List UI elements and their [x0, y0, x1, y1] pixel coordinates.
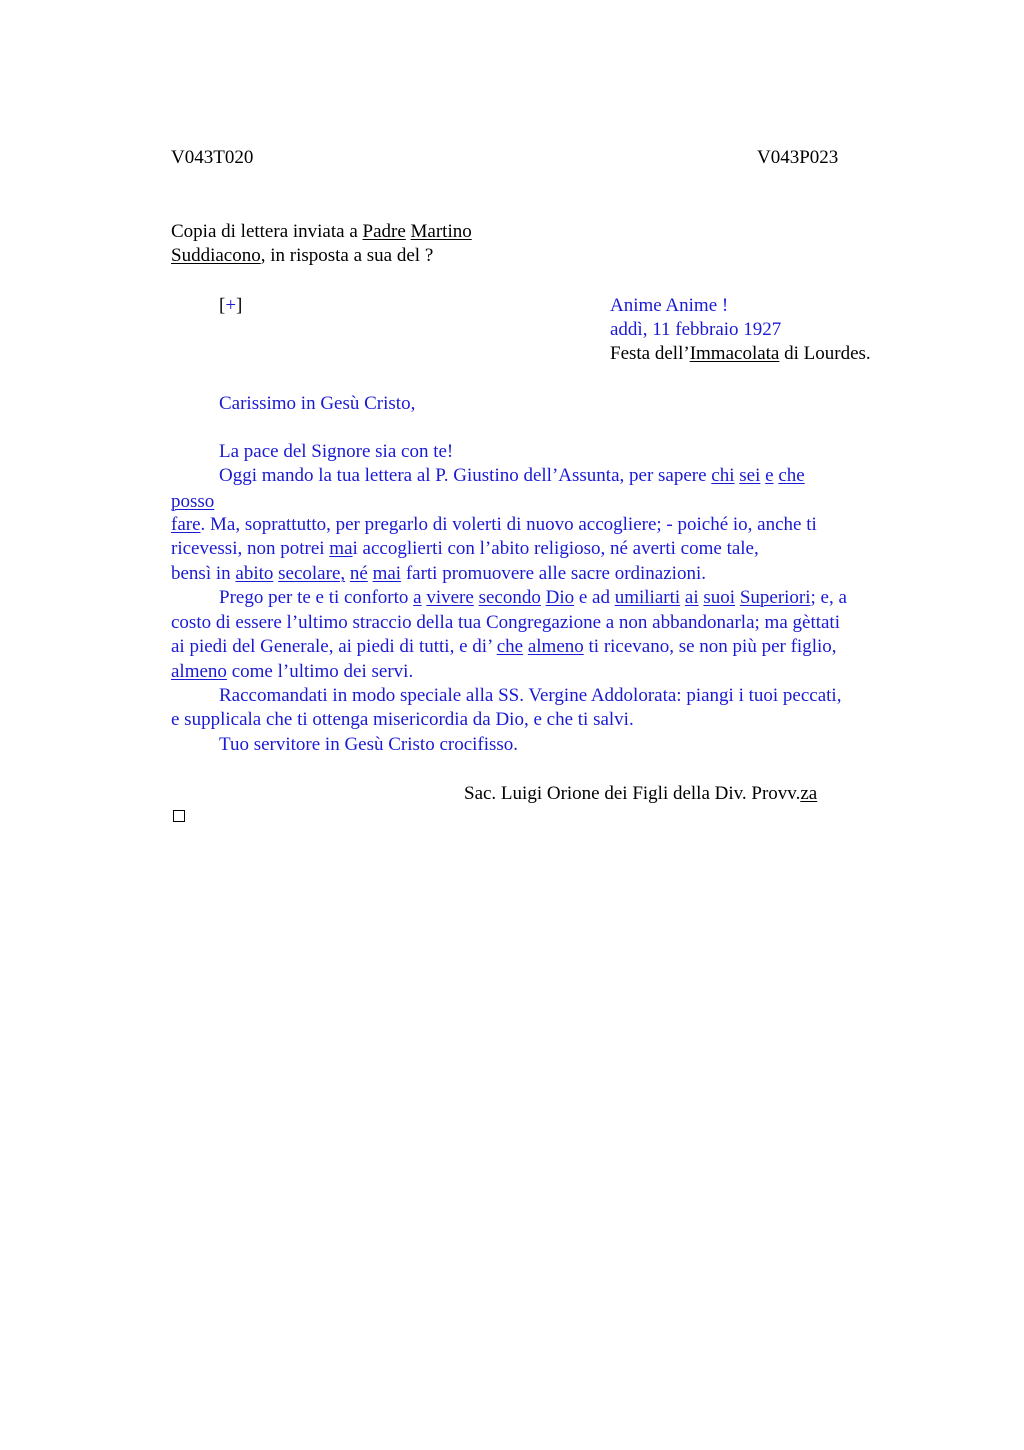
paragraph-3-line-2: costo di essere l’ultimo straccio della tua Congregazione a non abbandonarla; ma gèttati: [171, 612, 840, 633]
letter-date: addì, 11 febbraio 1927: [610, 319, 782, 340]
cross-icon: +: [225, 295, 237, 316]
paragraph-4-line-1: Raccomandati in modo speciale alla SS. Vergine Addolorata: piangi i tuoi peccati,: [219, 685, 842, 706]
paragraph-3-line-3: ai piedi del Generale, ai piedi di tutti, e di’ che almeno ti ricevano, se non più per figlio,: [171, 636, 837, 657]
paragraph-2-line-3: fare. Ma, soprattutto, per pregarlo di volerti di nuovo accogliere; - poiché io, anche ti: [171, 514, 817, 535]
document-code-right: V043P023: [757, 147, 839, 168]
cross-mark: [+]: [219, 295, 243, 316]
document-code-left: V043T020: [171, 147, 254, 168]
motto: Anime Anime !: [610, 295, 729, 316]
paragraph-2-line-5: bensì in abito secolare, né mai farti promuovere alle sacre ordinazioni.: [171, 563, 706, 584]
end-square-icon: [173, 810, 185, 822]
signature: Sac. Luigi Orione dei Figli della Div. Provv.za: [464, 783, 818, 804]
salutation: Carissimo in Gesù Cristo,: [219, 393, 416, 414]
paragraph-3-line-4: almeno come l’ultimo dei servi.: [171, 661, 414, 682]
paragraph-2-line-4: ricevessi, non potrei mai accoglierti con l’abito religioso, né averti come tale,: [171, 538, 759, 559]
paragraph-2-line-2: posso: [171, 491, 215, 512]
feast-line: Festa dell’Immacolata di Lourdes.: [610, 343, 871, 364]
paragraph-2-line-1: Oggi mando la tua lettera al P. Giustino dell’Assunta, per sapere chi sei e che: [219, 465, 805, 486]
paragraph-3-line-1: Prego per te e ti conforto a vivere secondo Dio e ad umiliarti ai suoi Superiori; e, a: [219, 587, 847, 608]
intro-line-2: Suddiacono, in risposta a sua del ?: [171, 245, 434, 266]
closing: Tuo servitore in Gesù Cristo crocifisso.: [219, 734, 519, 755]
intro-line-1: Copia di lettera inviata a Padre Martino: [171, 221, 472, 242]
paragraph-4-line-2: e supplicala che ti ottenga misericordia da Dio, e che ti salvi.: [171, 709, 634, 730]
paragraph-1: La pace del Signore sia con te!: [219, 441, 454, 462]
